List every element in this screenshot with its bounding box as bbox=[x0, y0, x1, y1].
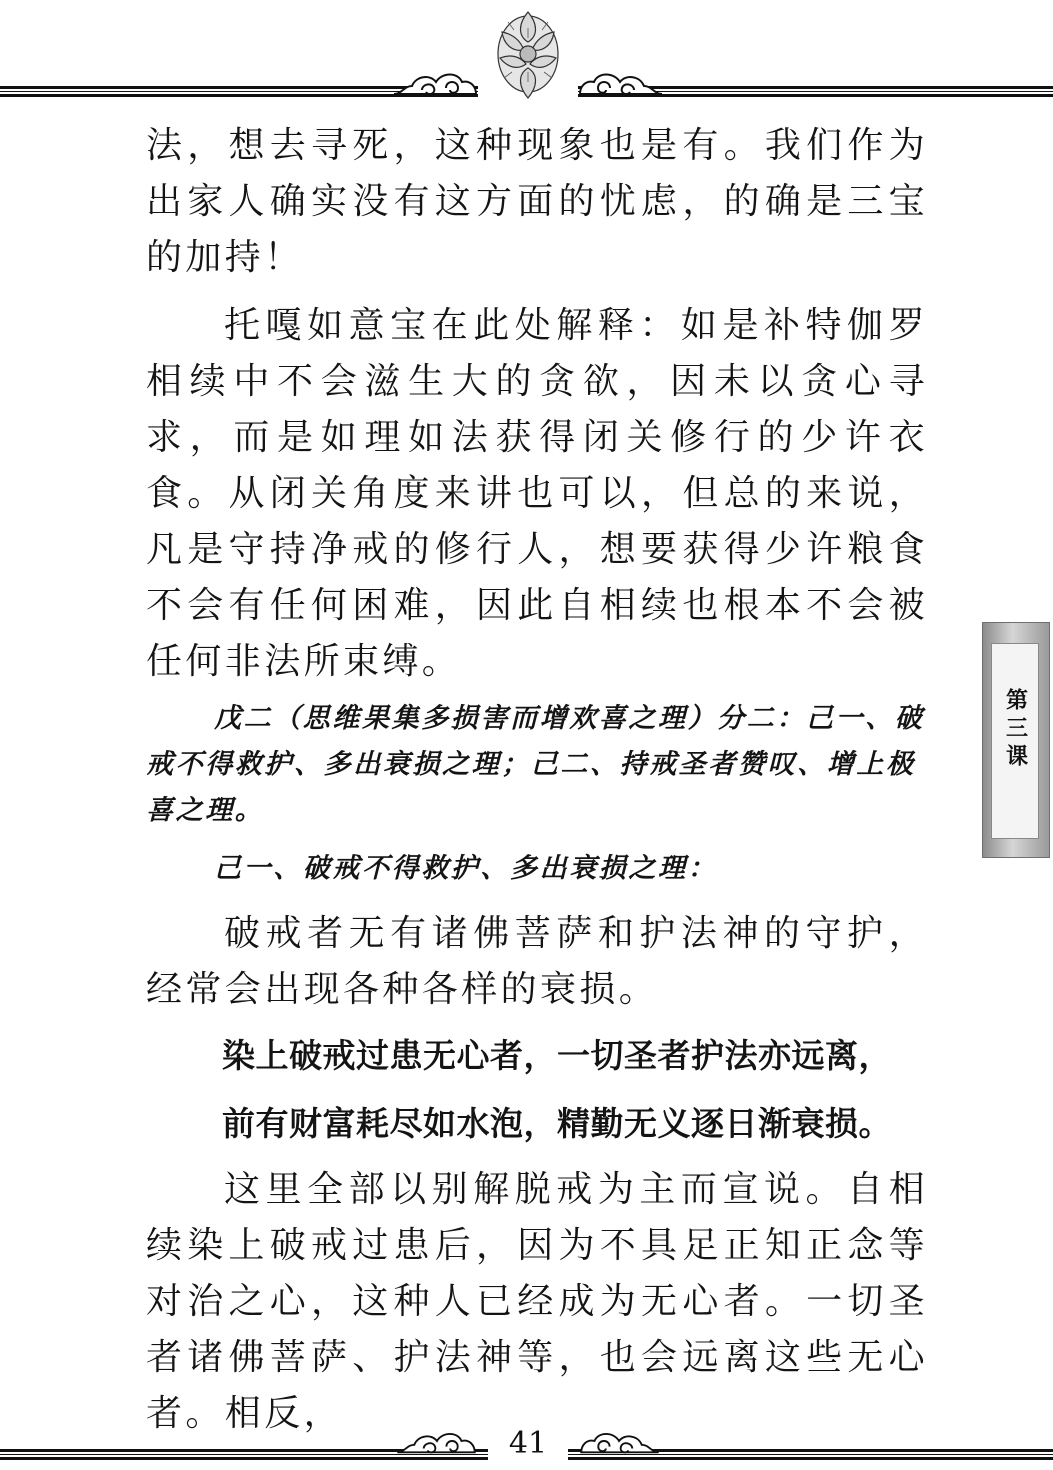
chapter-side-tab bbox=[982, 622, 1050, 858]
right-cloud-ornament-icon bbox=[578, 64, 664, 100]
chapter-tab-label: 第三课 bbox=[1002, 688, 1028, 772]
section-heading-sub: 己一、破戒不得救护、多出衰损之理： bbox=[214, 853, 718, 884]
paragraph-2: 托嘎如意宝在此处解释：如是补特伽罗相续中不会滋生大的贪欲，因未以贪心寻求，而是如理如法获得闭关修行的少许衣食。从闭关角度来讲也可以，但总的来说，凡是守持净戒的修行人，想要获得少许粮食不会有任何困难，因此自相续也根本不会被任何非法所束缚。 bbox=[146, 305, 928, 682]
section-headings bbox=[146, 696, 928, 892]
verse-line-1: 染上破戒过患无心者，一切圣者护法亦远离， bbox=[222, 1036, 892, 1075]
verse-line-2: 前有财富耗尽如水泡，精勤无义逐日渐衰损。 bbox=[222, 1104, 892, 1143]
lotus-flower-ornament-icon bbox=[488, 2, 568, 106]
paragraph-3: 破戒者无有诸佛菩萨和护法神的守护，经常会出现各种各样的衰损。 bbox=[146, 913, 928, 1010]
section-heading-main: 戊二（思维果集多损害而增欢喜之理）分二：己一、破戒不得救护、多出衰损之理；己二、持戒圣者赞叹、增上极喜之理。 bbox=[146, 703, 925, 826]
left-cloud-ornament-icon bbox=[392, 64, 478, 100]
footer-left-cloud-icon bbox=[394, 1424, 478, 1458]
verse-block bbox=[146, 1036, 928, 1144]
paragraph-4: 这里全部以别解脱戒为主而宣说。自相续染上破戒过患后，因为不具足正知正念等对治之心，这种人已经成为无心者。一切圣者诸佛菩萨、护法神等，也会远离这些无心者。相反， bbox=[146, 1169, 928, 1434]
footer-right-cloud-icon bbox=[578, 1424, 662, 1458]
paragraph-1: 法，想去寻死，这种现象也是有。我们作为出家人确实没有这方面的忧虑，的确是三宝的加持！ bbox=[146, 125, 928, 278]
paragraph-4-block bbox=[146, 1162, 928, 1442]
page-number: 41 bbox=[488, 1426, 568, 1462]
main-text bbox=[146, 118, 928, 690]
paragraph-3-block bbox=[146, 906, 928, 1018]
